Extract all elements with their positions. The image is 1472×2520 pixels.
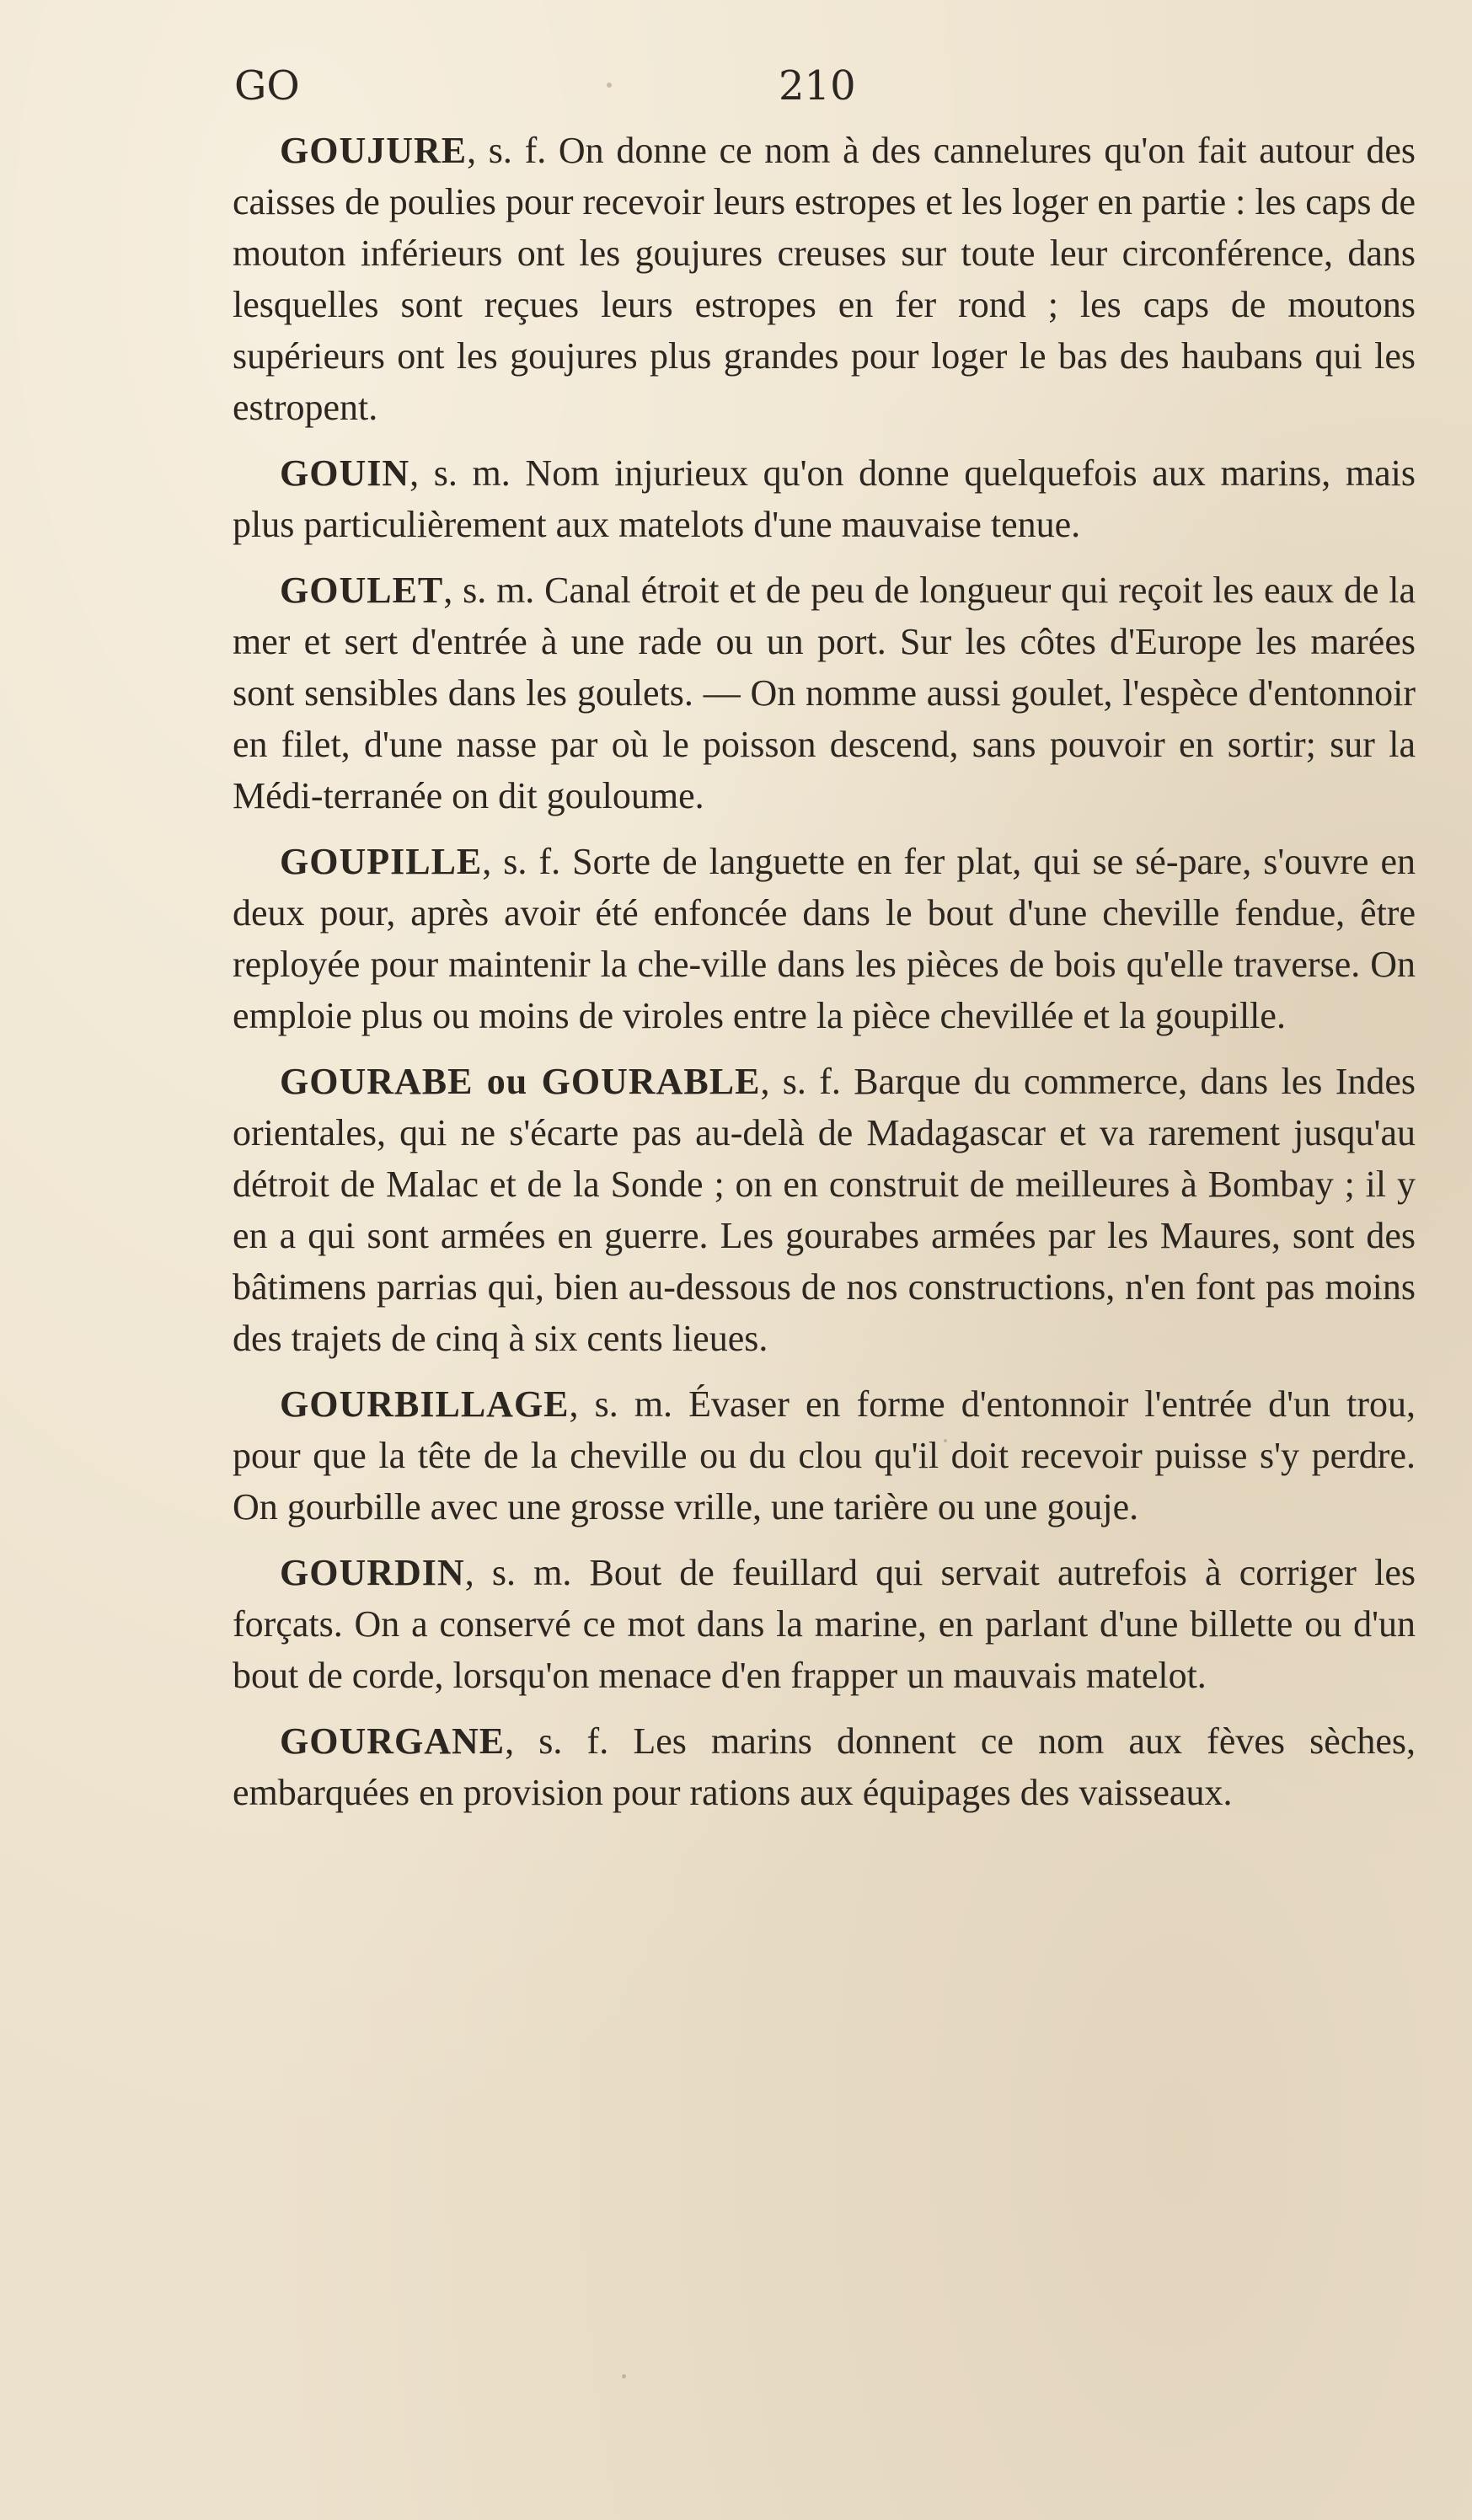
entry-goujure — [233, 125, 1416, 433]
entry-pos: , s. f. — [505, 1720, 609, 1762]
entry-pos: , s. m. — [464, 1552, 572, 1593]
entry-pos: , s. f. — [467, 130, 547, 171]
entry-headword: GOUJURE — [280, 130, 468, 171]
entry-text: Les marins donnent ce nom aux fèves sèches, embarquées en provision pour rations aux équipages des vaisseaux. — [233, 1720, 1416, 1813]
entry-gouin — [233, 447, 1416, 550]
paper-speck — [622, 2374, 626, 2378]
dictionary-entries — [233, 125, 1416, 1832]
entry-text: Sorte de languette en fer plat, qui se sé-pare, s'ouvre en deux pour, après avoir été enfoncée dans le bout d'une cheville fendue, être reployée pour maintenir la che-ville dans les pièces de bois qu'elle traverse. On emploie plus ou moins de viroles entre la pièce chevillée et la goupille. — [233, 841, 1416, 1036]
entry-headword: GOUPILLE — [280, 841, 483, 882]
entry-pos: , s. f. — [482, 841, 561, 882]
paper-speck — [607, 83, 612, 88]
entry-pos: , s. f. — [760, 1061, 841, 1102]
entry-gourdin — [233, 1547, 1416, 1701]
entry-headword: GOURABE ou GOURABLE — [280, 1061, 761, 1102]
entry-text: Bout de feuillard qui servait autrefois à corriger les forçats. On a conservé ce mot dans la marine, en parlant d'une billette ou d'un bout de corde, lorsqu'on menace d'en frapper un mauvais matelot. — [233, 1552, 1416, 1696]
entry-gourbillage — [233, 1378, 1416, 1533]
entry-headword: GOURDIN — [280, 1552, 465, 1593]
paper-speck — [944, 1439, 947, 1442]
section-letters: GO — [234, 62, 300, 110]
entry-gourabe — [233, 1056, 1416, 1364]
entry-text: Barque du commerce, dans les Indes orientales, qui ne s'écarte pas au-delà de Madagascar et va rarement jusqu'au détroit de Malac et de la Sonde ; on en construit de meilleures à Bombay ; il y en a qui sont armées en guerre. Les gourabes armées par les Maures, sont des bâtimens parrias qui, bien au-dessous de nos constructions, n'en font pas moins des trajets de cinq à six cents lieues. — [233, 1061, 1416, 1359]
page-number: 210 — [779, 62, 856, 110]
entry-headword: GOURGANE — [280, 1720, 506, 1762]
entry-pos: , s. m. — [409, 452, 511, 494]
entry-goulet — [233, 564, 1416, 821]
entry-pos: , s. m. — [569, 1383, 673, 1425]
entry-headword: GOULET — [280, 570, 444, 611]
entry-text: Nom injurieux qu'on donne quelquefois aux marins, mais plus particulièrement aux matelots d'une mauvaise tenue. — [233, 452, 1416, 545]
entry-goupille — [233, 836, 1416, 1041]
entry-headword: GOUIN — [280, 452, 410, 494]
entry-text: Canal étroit et de peu de longueur qui reçoit les eaux de la mer et sert d'entrée à une rade ou un port. Sur les côtes d'Europe les marées sont sensibles dans les goulets. — On nomme aussi goulet, l'espèce d'entonnoir en filet, d'une nasse par où le poisson descend, sans pouvoir en sortir; sur la Médi-terranée on dit gouloume. — [233, 570, 1416, 816]
running-head — [234, 52, 1431, 120]
entry-pos: , s. m. — [443, 570, 535, 611]
entry-text: Évaser en forme d'entonnoir l'entrée d'un trou, pour que la tête de la cheville ou du clou qu'il doit recevoir puisse s'y perdre. On gourbille avec une grosse vrille, une tarière ou une gouje. — [233, 1383, 1416, 1528]
entry-gourgane — [233, 1715, 1416, 1818]
entry-headword: GOURBILLAGE — [280, 1383, 570, 1425]
entry-text: On donne ce nom à des cannelures qu'on fait autour des caisses de poulies pour recevoir leurs estropes et les loger en partie : les caps de mouton inférieurs ont les goujures creuses sur toute leur circonférence, dans lesquelles sont reçues leurs estropes en fer rond ; les caps de moutons supérieurs ont les goujures plus grandes pour loger le bas des haubans qui les estropent. — [233, 130, 1416, 428]
